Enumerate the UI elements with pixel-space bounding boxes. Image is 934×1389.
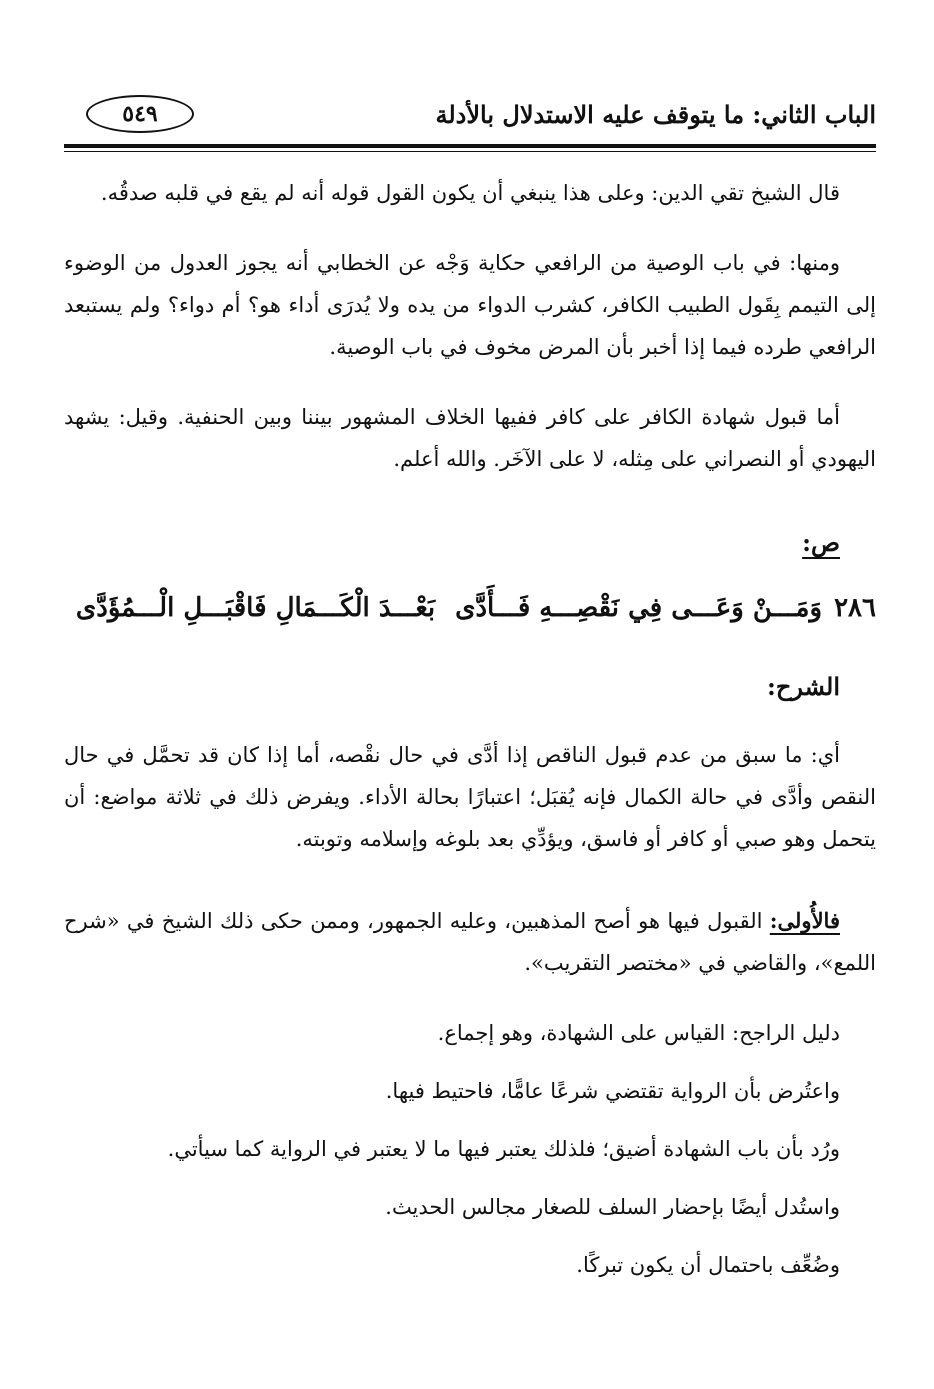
header-rule-thick [64, 144, 876, 148]
paragraph-2: ومنها: في باب الوصية من الرافعي حكاية وَجْه عن الخطابي أنه يجوز العدول من الوضوء إلى التيمم بِقَول الطبيب الكافر، كشرب الدواء من يده ولا يُدرَى أداء هو؟ أم دواء؟ ولم يستبعد الرافعي طرده فيما إذا أخبر بأن المرض مخوف في باب الوصية. [64, 251, 876, 359]
book-page [64, 88, 876, 1378]
paragraph-1: قال الشيخ تقي الدين: وعلى هذا ينبغي أن يكون القول قوله أنه لم يقع في قلبه صدقُه. [100, 181, 840, 205]
running-title: الباب الثاني: ما يتوقف عليه الاستدلال بالأدلة [435, 99, 876, 129]
page-header [64, 88, 876, 140]
sharh-paragraph-2-text: القبول فيها هو أصح المذهبين، وعليه الجمهور، وممن حكى ذلك الشيخ في «شرح اللمع»، والقاضي في «مختصر التقريب». [64, 909, 876, 975]
paragraph-3: أما قبول شهادة الكافر على كافر ففيها الخلاف المشهور بيننا وبين الحنفية. وقيل: يشهد اليهودي أو النصراني على مِثله، لا على الآخَر. والله أعلم. [64, 405, 876, 471]
sharh-line-5: وضُعِّف باحتمال أن يكون تبركًا. [576, 1253, 840, 1277]
sharh-line-2: واعتُرض بأن الرواية تقتضي شرعًا عامًّا، فاحتيط فيها. [385, 1079, 840, 1103]
verse-hemistich-2: بَعْـــدَ الْكَـــمَالِ فَاقْبَـــلِ الْـــمُؤَدَّى [75, 593, 436, 623]
matn-label: ص: [802, 528, 840, 557]
sharh-line-3: ورُد بأن باب الشهادة أضيق؛ فلذلك يعتبر فيها ما لا يعتبر في الرواية كما سيأتي. [167, 1137, 840, 1161]
sharh-line-4: واستُدل أيضًا بإحضار السلف للصغار مجالس الحديث. [385, 1195, 840, 1219]
sharh-paragraph-2-lead: فالأُولى: [769, 908, 840, 933]
header-rule-thin [64, 151, 876, 152]
page-number: ٥٤٩ [86, 95, 194, 133]
sharh-paragraph-2 [64, 900, 876, 984]
sharh-label: الشرح: [767, 672, 840, 701]
verse-286 [64, 586, 876, 630]
verse-hemistich-1: وَمَـــنْ وَعَـــى فِي نَقْصِـــهِ فَـــأَدَّى [455, 593, 823, 623]
sharh-line-1: دليل الراجح: القياس على الشهادة، وهو إجماع. [437, 1021, 840, 1045]
verse-number: ٢٨٦ [834, 593, 876, 623]
sharh-paragraph-1: أي: ما سبق من عدم قبول الناقص إذا أدَّى في حال نقْصه، أما إذا كان قد تحمَّل في حال النقص وأدَّى في حالة الكمال فإنه يُقبَل؛ اعتبارًا بحالة الأداء. ويفرض ذلك في ثلاثة مواضع: أن يتحمل وهو صبي أو كافر أو فاسق، ويؤدِّي بعد بلوغه وإسلامه وتوبته. [64, 743, 876, 851]
